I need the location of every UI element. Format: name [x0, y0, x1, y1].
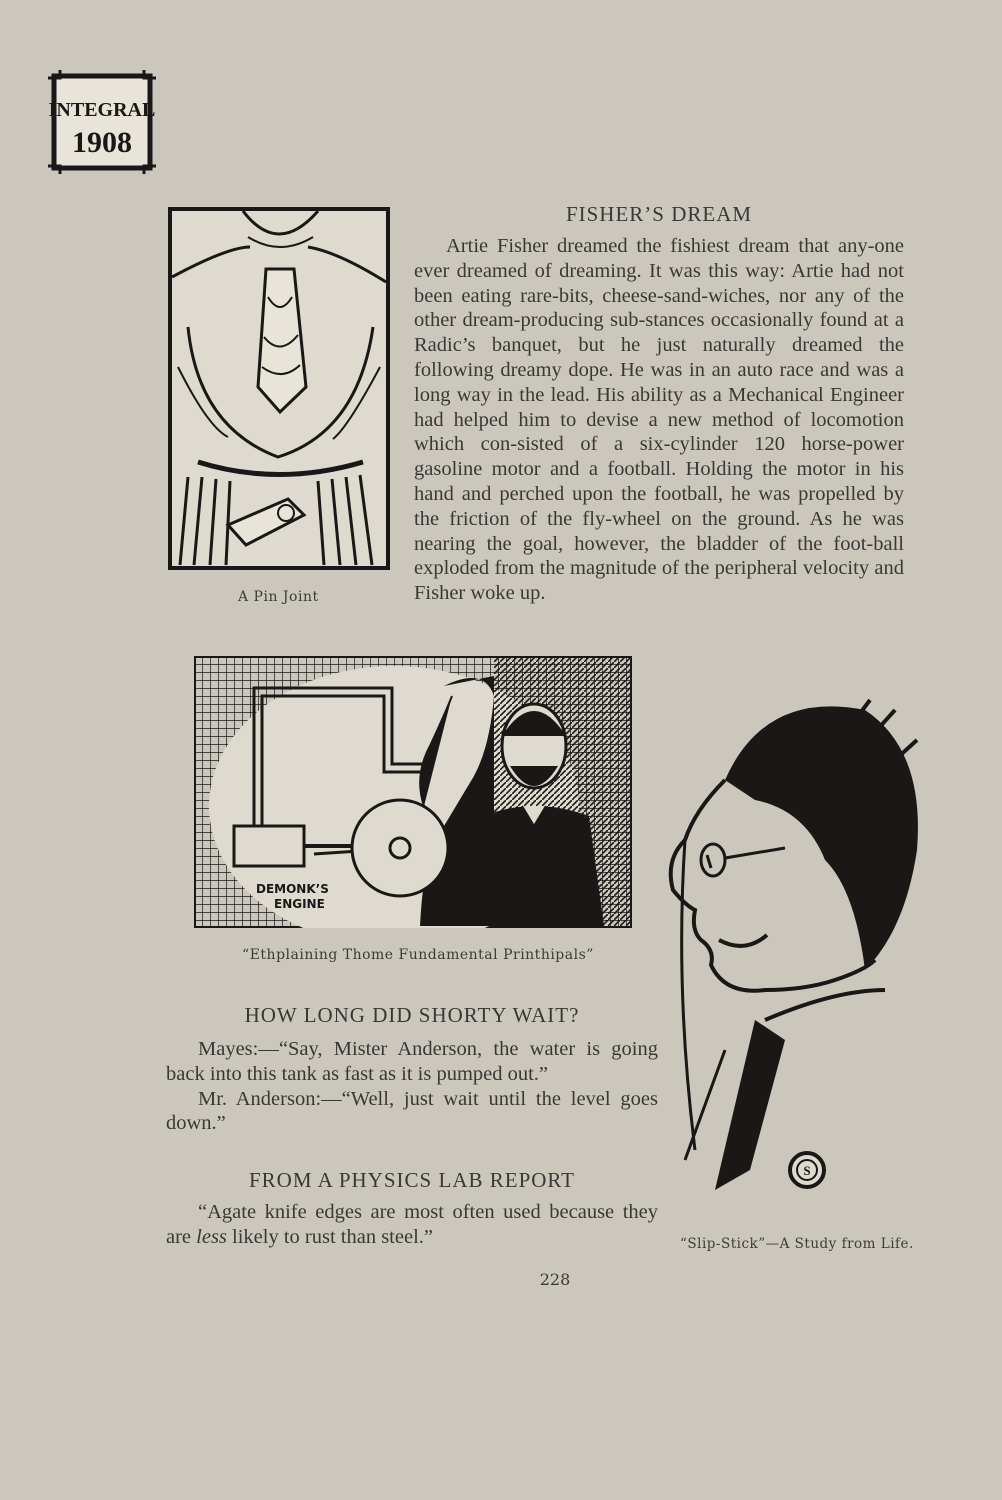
shorty-text	[166, 1037, 658, 1136]
pin-joint-caption: A Pin Joint	[238, 589, 319, 605]
shorty-line-anderson: Mr. Anderson:—“Well, just wait until the level goes down.”	[166, 1087, 658, 1135]
emphasis-word: less	[196, 1225, 227, 1248]
engine-cartoon-caption: “Ethplaining Thome Fundamental Printhipals”	[242, 947, 594, 963]
fishers-dream-paragraph: Artie Fisher dreamed the fishiest dream that any-one ever dreamed of dreaming. It was this way: Artie had not been eating rare-bits, cheese-sand-wiches, nor any of the other dream-producing sub-stances occasionally found at a Radic’s banquet, but he just naturally dreamed the following dreamy dope. He was in an auto race and was a long way in the lead. His ability as a Mechanical Engineer had helped him to devise a new method of locomotion which con-sisted of a six-cylinder 120 horse-power gasoline motor and a football. Holding the motor in his hand and perched upon the football, he was propelled by the friction of the fly-wheel on the ground. As he was nearing the goal, however, the bladder of the foot-ball exploded from the magnitude of the peripheral velocity and Fisher woke up.	[414, 235, 904, 605]
physics-text	[166, 1200, 658, 1250]
fishers-dream-heading: FISHER’S DREAM	[565, 202, 753, 226]
svg-text:INTEGRAL: INTEGRAL	[48, 99, 156, 121]
integral-1908-logo	[48, 70, 156, 174]
physics-quote: “Agate knife edges are most often used because they are less likely to rust than steel.”	[166, 1201, 658, 1248]
shorty-heading: HOW LONG DID SHORTY WAIT?	[244, 1003, 580, 1027]
pin-joint-illustration	[168, 207, 390, 570]
svg-text:S: S	[803, 1163, 811, 1178]
svg-text:DEMONK’S: DEMONK’S	[256, 882, 329, 896]
slip-stick-caption: “Slip-Stick”—A Study from Life.	[680, 1236, 914, 1252]
page-number: 228	[539, 1270, 571, 1289]
shorty-line-mayes: Mayes:—“Say, Mister Anderson, the water is going back into this tank as fast as it is pumped out.”	[166, 1038, 658, 1085]
svg-text:1908: 1908	[72, 126, 132, 159]
slip-stick-caricature	[655, 690, 930, 1230]
fishers-dream-text	[414, 234, 904, 606]
svg-text:ENGINE: ENGINE	[274, 897, 325, 911]
demonks-engine-cartoon	[194, 656, 632, 928]
physics-heading: FROM A PHYSICS LAB REPORT	[249, 1168, 575, 1192]
